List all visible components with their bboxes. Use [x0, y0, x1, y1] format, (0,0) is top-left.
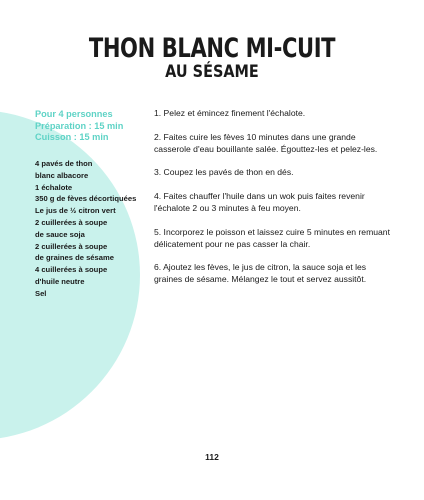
step-4: 4. Faites chauffer l'huile dans un wok puis faites revenir l'échalote 2 ou 3 minutes à feu moyen. [154, 191, 365, 213]
prep-time: Préparation : 15 min [35, 120, 124, 131]
ingredient-line: blanc albacore [35, 170, 89, 180]
ingredient-line: 4 cuillerées à soupe [35, 265, 108, 275]
ingredient-line: de sauce soja [35, 229, 85, 239]
steps-list [154, 108, 394, 298]
servings: Pour 4 personnes [35, 109, 113, 119]
ingredient-line: 4 pavés de thon [35, 159, 93, 168]
cook-time: Cuisson : 15 min [35, 132, 109, 142]
step-5: 5. Incorporez le poisson et laissez cuire 5 minutes en remuant délicatement pour ne pas casser la chair. [154, 226, 390, 249]
ingredient-line: 1 échalote [35, 182, 73, 192]
ingredient-line: de graines de sésame [35, 253, 114, 263]
ingredient-line: 350 g de fèves décortiquées [35, 194, 137, 204]
ingredient-line: Sel [35, 288, 47, 298]
ingredient-line: 2 cuillerées à soupe [35, 241, 108, 251]
step-2: 2. Faites cuire les fèves 10 minutes dans une grande casserole d'eau bouillante salée. Égouttez-les et pelez-les. [154, 131, 378, 154]
recipe-meta [35, 109, 123, 144]
step-6: 6. Ajoutez les fèves, le jus de citron, la sauce soja et les graines de sésame. Mélangez le tout et servez aussitôt. [154, 262, 367, 285]
recipe-title: THON BLANC MI-CUIT [88, 33, 336, 64]
page-number: 112 [205, 452, 219, 462]
ingredient-line: 2 cuillerées à soupe [35, 217, 108, 227]
ingredients-list [35, 158, 155, 300]
ingredient-line: d'huile neutre [35, 276, 85, 286]
ingredient-line: Le jus de ½ citron vert [35, 206, 116, 216]
step-3: 3. Coupez les pavés de thon en dés. [154, 167, 294, 178]
recipe-subtitle: AU SÉSAME [165, 62, 259, 82]
step-1: 1. Pelez et émincez finement l'échalote. [154, 108, 306, 118]
